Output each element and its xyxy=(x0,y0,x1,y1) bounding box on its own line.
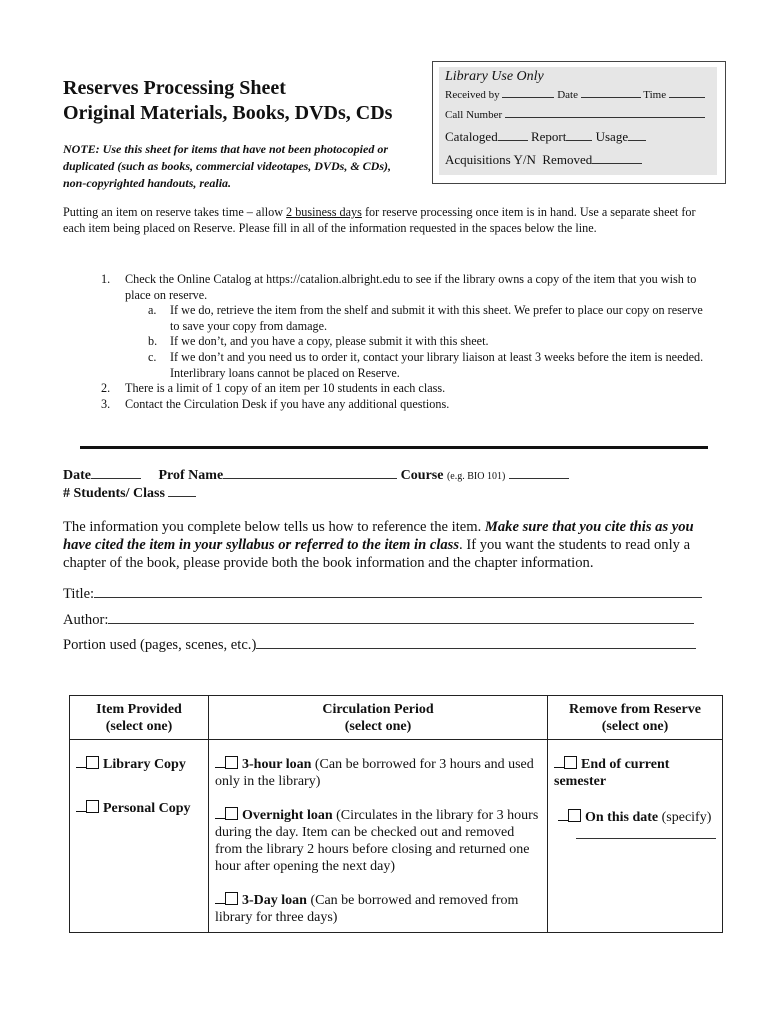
step-c-text: If we don’t and you need us to order it, contact your library liaison at least 3 weeks before the item is needed. Interlibrary loans cannot be placed on Reserve. xyxy=(170,349,704,380)
intro-text-2: for reserve processing once item is in hand. Use a separate sheet for each item being placed on Reserve. Please fill in all of the information requested in the spaces below the line. xyxy=(63,205,696,235)
personal-copy-checkbox[interactable] xyxy=(86,800,99,813)
on-date-field-row xyxy=(576,828,716,844)
col-item-provided-header xyxy=(70,696,209,740)
library-copy-option[interactable] xyxy=(76,755,202,773)
acquisitions-row xyxy=(445,152,642,168)
list-letter: a. xyxy=(148,303,157,318)
list-letter: b. xyxy=(148,334,158,349)
call-number-field[interactable] xyxy=(505,107,705,118)
author-row xyxy=(63,611,694,629)
three-hour-option[interactable] xyxy=(215,755,541,790)
course-label: Course xyxy=(400,468,444,483)
col-remove-header xyxy=(548,696,723,740)
on-date-desc: (specify) xyxy=(658,810,712,825)
usage-label: Usage xyxy=(595,129,629,144)
author-field[interactable] xyxy=(108,611,694,624)
date-form-field[interactable] xyxy=(91,468,141,479)
three-day-checkbox[interactable] xyxy=(225,892,238,905)
time-label: Time xyxy=(643,89,667,101)
step-a-text: If we do, retrieve the item from the shelf and submit it with this sheet. We prefer to place our copy on reserve to save your copy from damage. xyxy=(170,303,703,333)
date-form-label: Date xyxy=(63,468,91,483)
usage-note: NOTE: Use this sheet for items that have not been photocopied or duplicated (such as books, commercial videotapes, DVDs, & CDs), non-copyrighted handouts, realia. xyxy=(63,142,391,190)
list-item xyxy=(63,303,713,334)
received-by-field[interactable] xyxy=(502,87,554,98)
received-row xyxy=(445,87,705,101)
step-2-text: There is a limit of 1 copy of an item per 10 students in each class. xyxy=(125,381,446,396)
date-label: Date xyxy=(557,89,578,101)
prof-name-label: Prof Name xyxy=(158,468,224,483)
instructions-list xyxy=(63,272,713,412)
circulation-cell xyxy=(209,740,548,933)
author-label: Author: xyxy=(63,612,109,628)
intro-paragraph xyxy=(63,204,711,236)
overnight-label: Overnight loan xyxy=(242,808,333,823)
removed-label: Removed xyxy=(542,152,593,167)
cataloged-label: Cataloged xyxy=(445,129,498,144)
col1-head: Item Provided xyxy=(96,701,182,717)
list-item xyxy=(63,350,713,381)
title-field[interactable] xyxy=(94,585,702,598)
overnight-option[interactable] xyxy=(215,806,541,875)
course-example: (e.g. BIO 101) xyxy=(446,471,506,482)
col3-sub: (select one) xyxy=(601,718,669,734)
overnight-desc: (Circulates in the library for 3 hours during the day. Item can be checked out and removed from the library 2 hours before closing and returned one hour after opening the next day) xyxy=(215,808,539,874)
list-item xyxy=(63,334,713,350)
title-row xyxy=(63,585,702,603)
library-use-heading: Library Use Only xyxy=(445,69,544,84)
portion-field[interactable] xyxy=(256,636,696,649)
time-field[interactable] xyxy=(669,87,705,98)
cataloged-row xyxy=(445,129,646,145)
three-hour-desc: (Can be borrowed for 3 hours and used only in the library) xyxy=(215,757,534,789)
list-number: 1. xyxy=(101,272,111,286)
remove-cell xyxy=(548,740,723,933)
info-text-1: The information you complete below tells us how to reference the item. xyxy=(63,519,485,535)
list-item xyxy=(63,381,713,397)
three-day-desc: (Can be borrowed and removed from library for three days) xyxy=(215,893,519,925)
end-semester-checkbox[interactable] xyxy=(564,756,577,769)
personal-copy-label: Personal Copy xyxy=(103,801,191,816)
library-use-box xyxy=(432,61,726,184)
received-by-label: Received by xyxy=(445,89,500,101)
call-number-row xyxy=(445,107,705,121)
col3-head: Remove from Reserve xyxy=(569,701,701,717)
col2-sub: (select one) xyxy=(344,718,412,734)
title-line-2: Original Materials, Books, DVDs, CDs xyxy=(63,102,393,124)
three-day-label: 3-Day loan xyxy=(242,893,307,908)
end-semester-label: End of current semester xyxy=(554,757,670,789)
overnight-checkbox[interactable] xyxy=(225,807,238,820)
end-semester-option[interactable] xyxy=(554,755,716,790)
on-date-field[interactable] xyxy=(576,828,716,839)
list-item xyxy=(63,397,713,413)
info-emphasis: Make sure that you cite this as you have cited the item in your syllabus or referred to the item in class xyxy=(63,519,694,553)
page-title xyxy=(63,76,392,126)
prof-name-field[interactable] xyxy=(223,468,397,479)
on-date-option[interactable] xyxy=(554,808,716,826)
info-text-2: . If you want the students to read only a chapter of the book, please provide both the book information and the chapter information. xyxy=(63,537,691,571)
report-field[interactable] xyxy=(566,130,592,141)
call-number-label: Call Number xyxy=(445,109,503,121)
col-circulation-header xyxy=(209,696,548,740)
library-copy-label: Library Copy xyxy=(103,757,186,772)
list-number: 2. xyxy=(101,381,111,396)
step-3-text: Contact the Circulation Desk if you have any additional questions. xyxy=(125,396,450,411)
personal-copy-option[interactable] xyxy=(76,799,202,817)
acquisitions-label: Acquisitions Y/N xyxy=(445,152,536,167)
on-date-label: On this date xyxy=(585,810,659,825)
report-label: Report xyxy=(530,129,567,144)
course-field[interactable] xyxy=(509,468,569,479)
students-class-field[interactable] xyxy=(168,486,196,497)
divider-line xyxy=(80,446,708,449)
title-label: Title: xyxy=(63,586,95,602)
cataloged-field[interactable] xyxy=(498,130,528,141)
list-letter: c. xyxy=(148,349,157,364)
step-1-text: Check the Online Catalog at https://catalion.albright.edu to see if the library owns a copy of the item that you wish to place on reserve. xyxy=(125,272,697,302)
col2-head: Circulation Period xyxy=(322,701,434,717)
library-copy-checkbox[interactable] xyxy=(86,756,99,769)
intro-underlined: 2 business days xyxy=(286,205,362,219)
col1-sub: (select one) xyxy=(105,718,173,734)
three-day-option[interactable] xyxy=(215,891,541,926)
step-b-text: If we don’t, and you have a copy, please submit it with this sheet. xyxy=(170,334,489,349)
three-hour-label: 3-hour loan xyxy=(242,757,312,772)
portion-row xyxy=(63,636,696,654)
three-hour-checkbox[interactable] xyxy=(225,756,238,769)
list-number: 3. xyxy=(101,396,111,411)
course-info-row xyxy=(63,467,569,502)
date-field[interactable] xyxy=(581,87,641,98)
info-paragraph xyxy=(63,518,713,572)
on-date-checkbox[interactable] xyxy=(568,809,581,822)
usage-field[interactable] xyxy=(628,130,646,141)
portion-label: Portion used (pages, scenes, etc.) xyxy=(63,637,257,653)
students-class-label: # Students/ Class xyxy=(63,486,165,501)
title-line-1: Reserves Processing Sheet xyxy=(63,77,286,99)
removed-field[interactable] xyxy=(592,153,642,164)
list-item xyxy=(63,272,713,303)
options-table xyxy=(69,695,723,933)
item-provided-cell xyxy=(70,740,209,933)
intro-text-1: Putting an item on reserve takes time – allow xyxy=(63,205,287,219)
